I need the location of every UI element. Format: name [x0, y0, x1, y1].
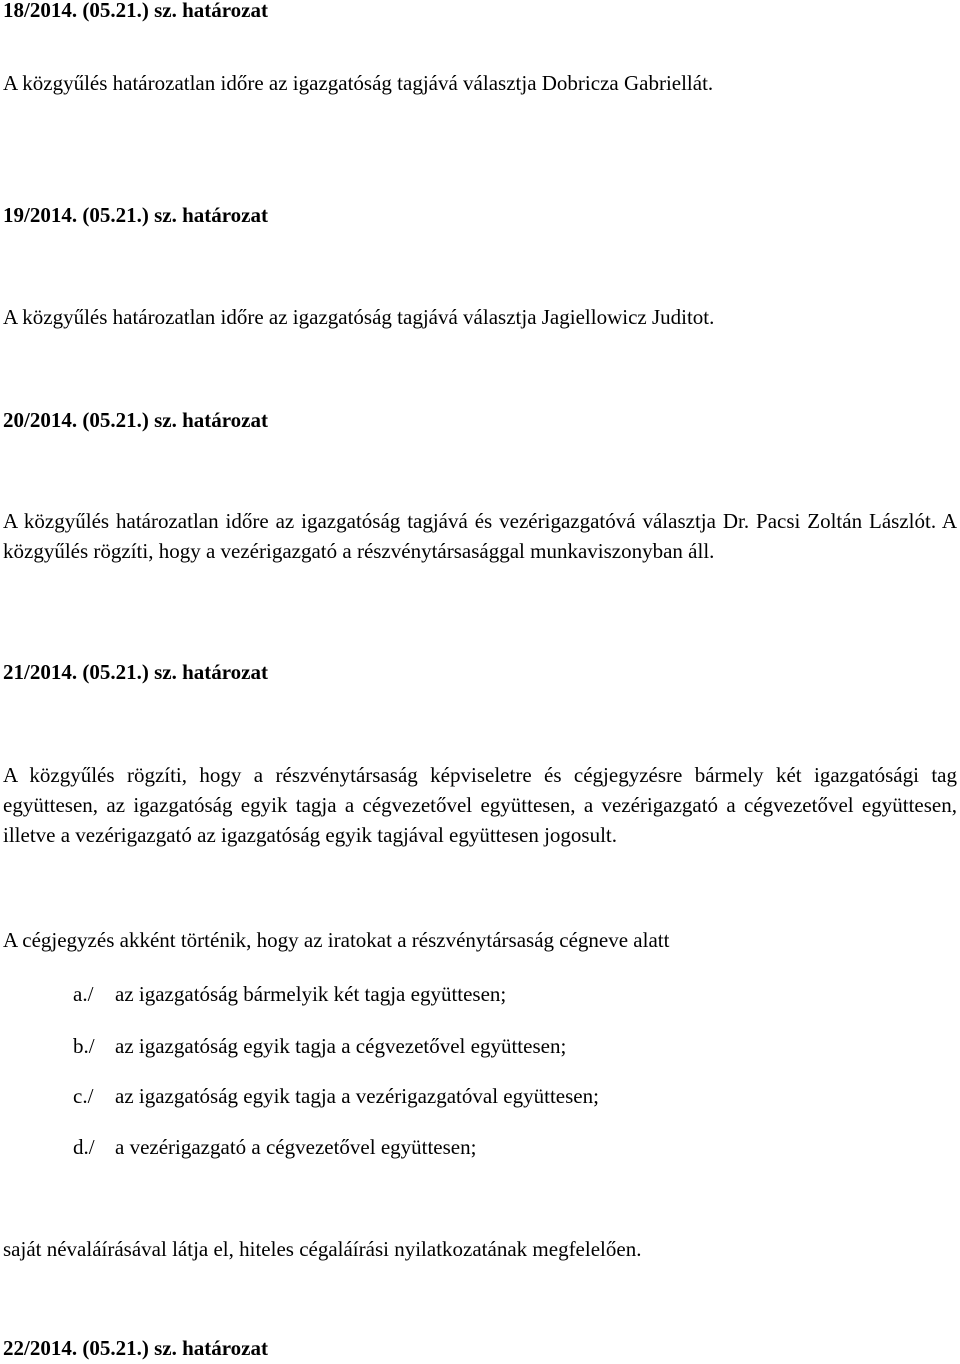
resolution-22-heading: 22/2014. (05.21.) sz. határozat [3, 1336, 268, 1360]
list-item-text: a vezérigazgató a cégvezetővel együttesen; [115, 1135, 477, 1159]
list-item [73, 1135, 476, 1160]
list-item-text: az igazgatóság bármelyik két tagja együttesen; [115, 982, 507, 1006]
signing-closing: saját névaláírásával látja el, hiteles cégaláírási nyilatkozatának megfelelően. [3, 1237, 642, 1261]
list-marker: a./ [73, 982, 94, 1006]
list-item-text: az igazgatóság egyik tagja a cégvezetővel együttesen; [115, 1034, 567, 1058]
resolution-20-text-block [3, 506, 957, 566]
list-marker: d./ [73, 1135, 95, 1159]
list-item [73, 1034, 566, 1059]
list-marker: b./ [73, 1034, 95, 1058]
resolution-18-text: A közgyűlés határozatlan időre az igazgatóság tagjává választja Dobricza Gabriellát. [3, 71, 714, 95]
resolution-19-text: A közgyűlés határozatlan időre az igazgatóság tagjává választja Jagiellowicz Juditot. [3, 305, 715, 329]
resolution-21-heading: 21/2014. (05.21.) sz. határozat [3, 660, 268, 684]
resolution-19-heading: 19/2014. (05.21.) sz. határozat [3, 203, 268, 227]
list-marker: c./ [73, 1084, 94, 1108]
resolution-18-heading: 18/2014. (05.21.) sz. határozat [3, 0, 268, 22]
resolution-20-heading: 20/2014. (05.21.) sz. határozat [3, 408, 268, 432]
list-item [73, 982, 506, 1007]
list-item-text: az igazgatóság egyik tagja a vezérigazgatóval együttesen; [115, 1084, 599, 1108]
resolution-21-text: A közgyűlés rögzíti, hogy a részvénytársaság képviseletre és cégjegyzésre bármely két igazgatósági tag együttesen, az igazgatóság egyik tagja a cégvezetővel együttesen, a vezérigazgató a cégvezetővel együttesen, illetve a vezérigazgató az igazgatóság egyik tagjával együttesen jogosult. [3, 763, 957, 847]
signing-intro: A cégjegyzés akként történik, hogy az iratokat a részvénytársaság cégneve alatt [3, 928, 670, 952]
list-item [73, 1084, 599, 1109]
resolution-20-text: A közgyűlés határozatlan időre az igazgatóság tagjává és vezérigazgatóvá választja Dr. Pacsi Zoltán Lászlót. A közgyűlés rögzíti, hogy a vezérigazgató a részvénytársasággal munkaviszonyban áll. [3, 509, 957, 563]
resolution-21-text-block [3, 760, 957, 850]
